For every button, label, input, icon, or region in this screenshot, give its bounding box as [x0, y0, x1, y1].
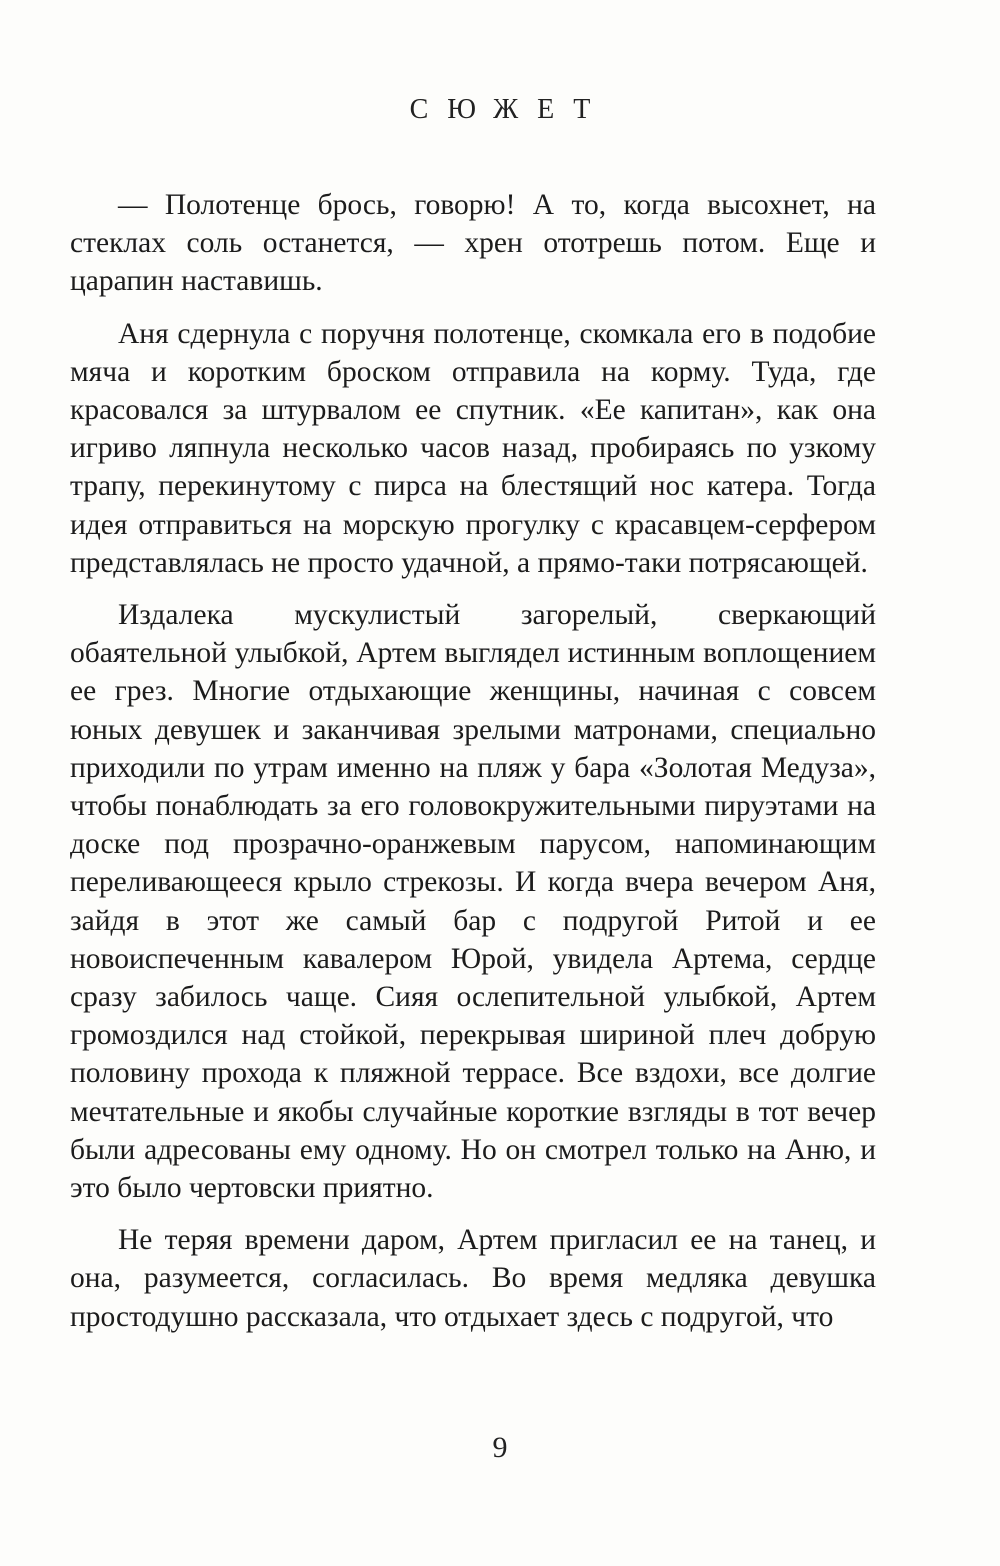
- page-number: 9: [492, 1431, 508, 1464]
- paragraph: Издалека мускулистый загорелый, сверкающий обаятельной улыбкой, Артем выглядел истинным воплощением ее грез. Многие отдыхающие женщины, начиная с совсем юных девушек и заканчивая зрелыми матронами, специально приходили по утрам именно на пляж у бара «Золотая Медуза», чтобы понаблюдать за его головокружительными пируэтами на доске под прозрачно-оранжевым парусом, напоминающим переливающееся крыло стрекозы. И когда вчера вечером Аня, зайдя в этот же самый бар с подругой Ритой и ее новоиспеченным кавалером Юрой, увидела Артема, сердце сразу забилось чаще. Сияя ослепительной улыбкой, Артем громоздился над стойкой, перекрывая шириной плеч добрую половину прохода к пляжной террасе. Все вздохи, все долгие мечтательные и якобы случайные короткие взгляды в тот вечер были адресованы ему одному. Но он смотрел только на Аню, и это было чертовски приятно.: [70, 599, 876, 1205]
- running-head: СЮЖЕТ: [409, 94, 610, 125]
- paragraph: Аня сдернула с поручня полотенце, скомкала его в подобие мяча и коротким броском отправила на корму. Туда, где красовался за штурвалом ее спутник. «Ее капитан», как она игриво ляпнула несколько часов назад, пробираясь по узкому трапу, перекинутому с пирса на блестящий нос катера. Тогда идея отправиться на морскую прогулку с красавцем-серфером представлялась не просто удачной, а прямо-таки потрясающей.: [70, 317, 876, 579]
- paragraph: Не теряя времени даром, Артем пригласил ее на танец, и она, разумеется, согласилась. Во время медляка девушка простодушно рассказала, что отдыхает здесь с подругой, что: [70, 1224, 876, 1333]
- body-text: [70, 186, 876, 1350]
- paragraph: — Полотенце брось, говорю! А то, когда высохнет, на стеклах соль останется, — хрен ототрешь потом. Еще и царапин наставишь.: [70, 189, 876, 298]
